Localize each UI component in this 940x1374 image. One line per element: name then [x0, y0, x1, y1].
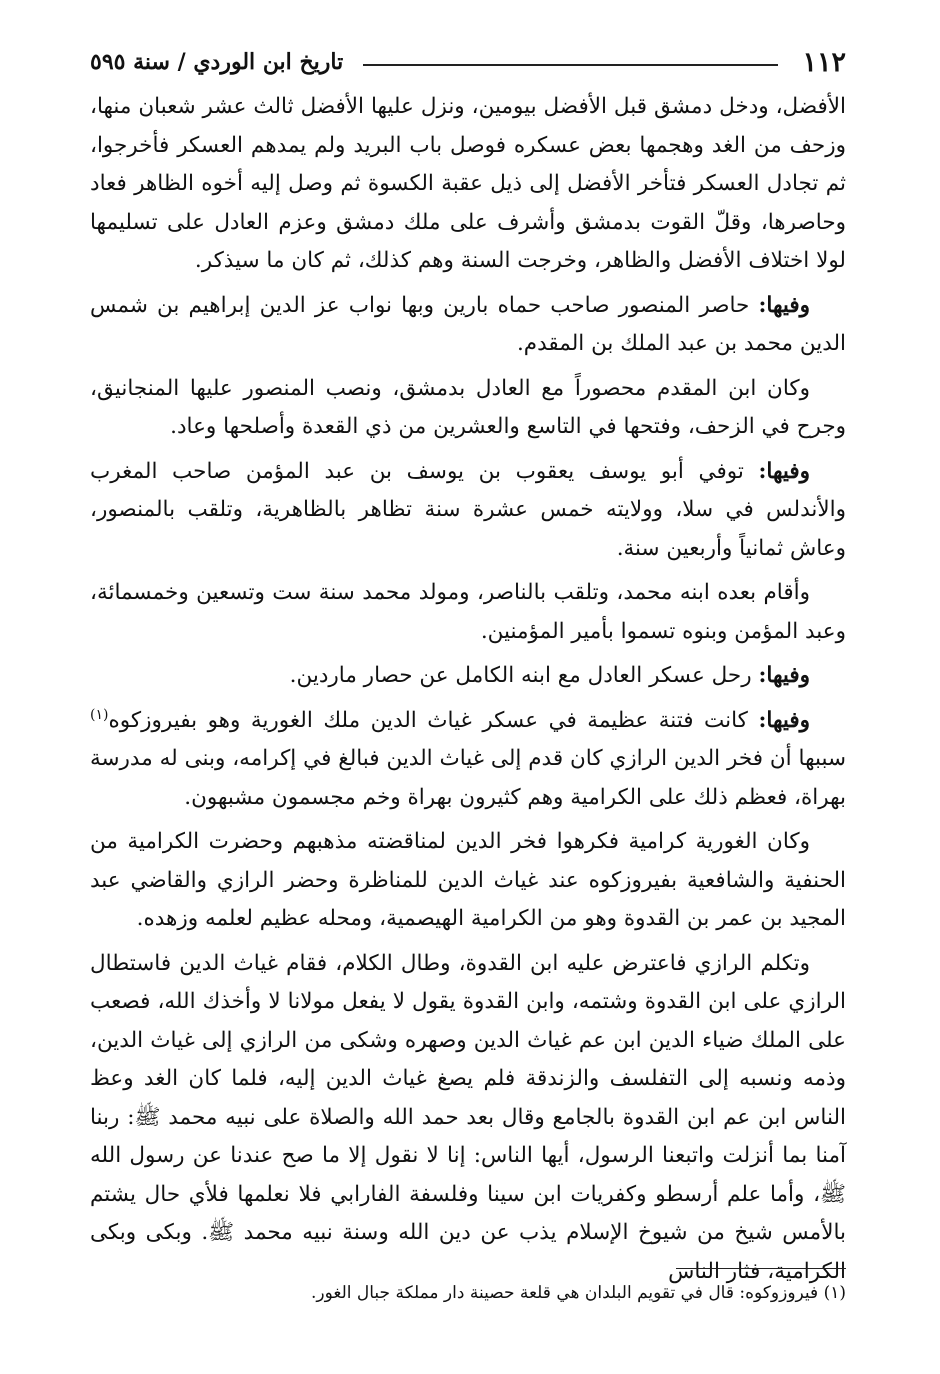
paragraph-text: رحل عسكر العادل مع ابنه الكامل عن حصار ماردين.	[289, 663, 752, 688]
paragraph	[90, 702, 846, 818]
paragraph	[90, 823, 846, 939]
paragraph	[90, 453, 846, 569]
footnote-reference[interactable]: (١)	[90, 706, 109, 723]
page-number: ١١٢	[802, 46, 846, 78]
header-rule	[363, 64, 778, 66]
paragraph-text: حاصر المنصور صاحب حماه بارين وبها نواب عز الدين إبراهيم بن شمس الدين محمد بن عبد الملك بن المقدم.	[90, 292, 846, 356]
paragraph	[90, 287, 846, 364]
paragraph-text: كانت فتنة عظيمة في عسكر غياث الدين ملك الغورية وهو بفيروزكوه	[108, 707, 748, 733]
paragraph	[90, 88, 846, 281]
paragraph-lead: وفيها:	[758, 707, 810, 733]
paragraph-text: الأفضل، ودخل دمشق قبل الأفضل بيومين، ونزل عليها الأفضل ثالث عشر شعبان منها، وزحف من الغد وهجمها بعض عسكره فوصل باب البريد ولم يمدهم العسكر فأخرجوا، ثم تجادل العسكر فتأخر الأفضل إلى ذيل عقبة الكسوة ثم وصل إليه أخوه الظاهر فعاد وحاصرها، وقلّ القوت بدمشق وأشرف على ملك دمشق وعزم العادل على تسليمها لولا اختلاف الأفضل والظاهر، وخرجت السنة وهم كذلك، ثم كان ما سيذكر.	[90, 94, 846, 273]
footnote-number: (١)	[823, 1283, 846, 1303]
running-title: تاريخ ابن الوردي / سنة ٥٩٥	[90, 49, 344, 75]
paragraph-text: توفي أبو يوسف يعقوب بن يوسف بن عبد المؤمن صاحب المغرب والأندلس في سلا، وولايته خمس عشرة سنة تظاهر بالظاهرية، وتلقب بالمنصور، وعاش ثمانياً وأربعين سنة.	[90, 458, 846, 561]
body-text	[90, 88, 846, 1291]
paragraph	[90, 657, 846, 696]
paragraph-text: وكان الغورية كرامية فكرهوا فخر الدين لمناقضته مذهبهم وحضرت الكرامية من الحنفية والشافعية بفيروزكوه عند غياث الدين للمناظرة وحضر الرازي والقاضي عبد المجيد بن عمر بن القدوة وهو من الكرامية الهيصمية، ومحله عظيم لعلمه وزهده.	[90, 829, 846, 931]
paragraph-text: وأقام بعده ابنه محمد، وتلقب بالناصر، ومولد محمد سنة ست وتسعين وخمسمائة، وعبد المؤمن وبنوه تسموا بأمير المؤمنين.	[90, 580, 846, 644]
paragraph	[90, 370, 846, 447]
paragraph-lead: وفيها:	[758, 458, 810, 484]
page-header	[90, 42, 846, 82]
paragraph-text-continued: سببها أن فخر الدين الرازي كان قدم إلى غياث الدين فبالغ في إكرامه، وبنى له مدرسة بهراة، فعظم ذلك على الكرامية وهم كثيرون بهراة وخم مجسمون مشبهون.	[90, 746, 846, 810]
footnote	[90, 1280, 846, 1306]
paragraph-lead: وفيها:	[758, 292, 810, 318]
paragraph-text: وتكلم الرازي فاعترض عليه ابن القدوة، وطال الكلام، فقام غياث الدين فاستطال الرازي على ابن القدوة وشتمه، وابن القدوة يقول لا يفعل مولانا لا وأخذك الله، فصعب على الملك ضياء الدين ابن عم غياث الدين وصهره وشكى من الرازي إلى غياث الدين، وذمه ونسبه إلى التفلسف والزندقة فلم يصغ غياث الدين إليه، فلما كان الغد وعظ الناس ابن عم ابن القدوة بالجامع وقال بعد حمد الله والصلاة على نبيه محمد ﷺ: ربنا آمنا بما أنزلت واتبعنا الرسول، أيها الناس: إنا لا نقول إلا ما صح عندنا عن رسول الله ﷺ، وأما علم أرسطو وكفريات ابن سينا وفلسفة الفارابي فلا نعلمها فلأي حال يشتم بالأمس شيخ من شيوخ الإسلام يذب عن دين الله وسنة نبيه محمد ﷺ. وبكى وبكى الكرامية، فثار الناس	[90, 950, 846, 1284]
paragraph-lead: وفيها:	[758, 663, 810, 688]
footnote-text: فيروزوكوه: قال في تقويم البلدان هي قلعة حصينة دار مملكة جبال الغور.	[310, 1283, 819, 1303]
paragraph-text: وكان ابن المقدم محصوراً مع العادل بدمشق، ونصب المنصور عليها المنجانيق، وجرح في الزحف، وفتحها في التاسع والعشرين من ذي القعدة وأصلحها وعاد.	[90, 375, 846, 439]
paragraph	[90, 574, 846, 651]
footnote-divider	[676, 1268, 846, 1269]
paragraph	[90, 945, 846, 1292]
